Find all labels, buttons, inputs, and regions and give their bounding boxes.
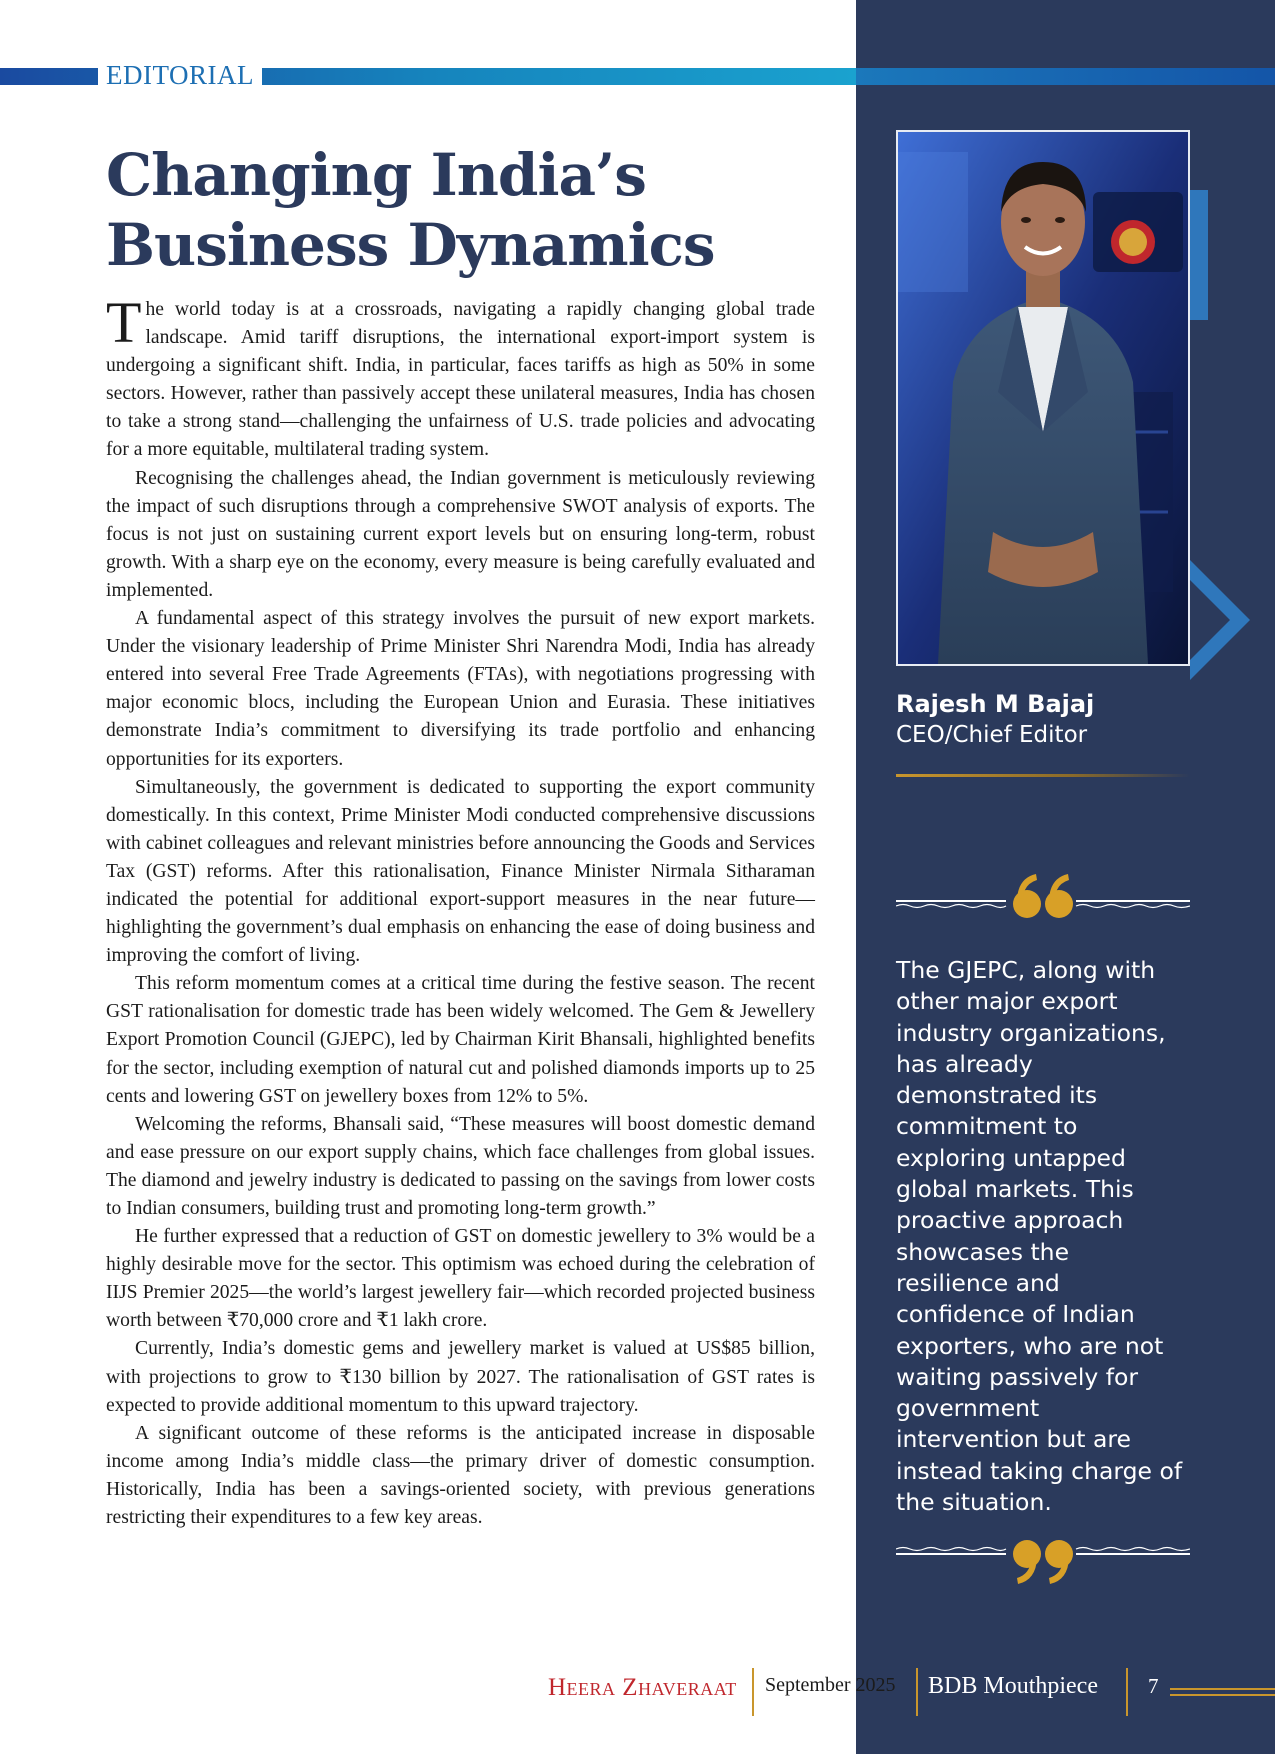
close-quote-icon: [896, 1536, 1190, 1586]
footer-publication: Heera Zhaveraat: [548, 1674, 737, 1701]
article-paragraph-7: He further expressed that a reduction of GST on domestic jewellery to 3% would be a highly desirable move for the sector. This optimism was echoed during the celebration of IIJS Premier 2025—the world’s largest jewellery fair—which recorded projected business worth between ₹70,000 crore and ₹1 lakh crore.: [106, 1226, 815, 1332]
open-quote-icon: [896, 872, 1190, 922]
title-line-1: Changing India’s: [106, 141, 646, 209]
author-photo: [896, 130, 1190, 666]
section-label: EDITORIAL: [98, 58, 262, 92]
section-bar-right: [856, 68, 1275, 85]
footer-separator: [752, 1668, 754, 1716]
pull-quote: The GJEPC, along with other major export industry organizations, has already demonstrated its commitment to exploring untapped global markets. This proactive approach showcases the resilience and confidence of Indian exporters, who are not waiting passively for government intervention but are instead taking charge of the situation.: [896, 956, 1183, 1517]
article-title: [106, 140, 826, 280]
footer-separator: [1126, 1668, 1128, 1716]
article-paragraph-6: Welcoming the reforms, Bhansali said, “These measures will boost domestic demand and ease pressure on our export supply chains, which face challenges from global issues. The diamond and jewelry industry is dedicated to passing on the savings from lower costs to Indian consumers, building trust and promoting long-term growth.”: [106, 1113, 815, 1219]
author-name: Rajesh M Bajaj: [896, 690, 1095, 718]
article-paragraph-9: A significant outcome of these reforms is the anticipated increase in disposable income among India’s middle class—the primary driver of domestic consumption. Historically, India has been a savings-oriented society, with previous generations restricting their expenditures to a few key areas.: [106, 1422, 815, 1529]
article-paragraph-8: Currently, India’s domestic gems and jewellery market is valued at US$85 billion, with projections to grow to ₹130 billion by 2027. The rationalisation of GST rates is expected to provide additional momentum to this upward trajectory.: [106, 1338, 815, 1416]
article-paragraph-5: This reform momentum comes at a critical time during the festive season. The recent GST rationalisation for domestic trade has been widely welcomed. The Gem & Jewellery Export Promotion Council (GJEPC), led by Chairman Kirit Bhansali, highlighted benefits for the sector, including exemption of natural cut and polished diamonds imports up to 25 cents and lowering GST on jewellery boxes from 12% to 5%.: [106, 973, 815, 1107]
title-line-2: Business Dynamics: [106, 211, 715, 279]
article-body: [106, 290, 815, 1532]
portrait-illustration: [898, 132, 1188, 664]
decorative-strip: [1190, 190, 1208, 320]
author-divider: [896, 774, 1190, 777]
paragraph-text: he world today is at a crossroads, navigating a rapidly changing global trade landscape. Amid tariff disruptions, the international export-import system is undergoing a significant shift. India, in particular, faces tariffs as high as 50% in some sectors. However, rather than passively accept these unilateral measures, India has chosen to take a strong stand—challenging the unfairness of U.S. trade policies and advocating for a more equitable, multilateral trading system.: [106, 299, 815, 461]
footer-decorative-lines: [1170, 1686, 1275, 1698]
footer-date: September 2025: [765, 1674, 896, 1696]
article-paragraph-1: [106, 290, 815, 465]
footer-separator: [916, 1668, 918, 1716]
article-paragraph-4: Simultaneously, the government is dedicated to supporting the export community domestically. In this context, Prime Minister Modi conducted comprehensive discussions with cabinet colleagues and relevant ministries before announcing the Goods and Services Tax (GST) reforms. After this rationalisation, Finance Minister Nirmala Sitharaman indicated the potential for additional export-support measures in the near future—highlighting the government’s dual emphasis on enhancing the ease of doing business and improving the comfort of living.: [106, 776, 815, 967]
author-role: CEO/Chief Editor: [896, 722, 1088, 748]
article-paragraph-2: Recognising the challenges ahead, the Indian government is meticulously reviewing the impact of such disruptions through a comprehensive SWOT analysis of exports. The focus is not just on sustaining current export levels but on ensuring long-term, robust growth. With a sharp eye on the economy, every measure is being carefully evaluated and implemented.: [106, 467, 815, 601]
page-footer: [0, 1668, 1275, 1718]
article-paragraph-3: A fundamental aspect of this strategy involves the pursuit of new export markets. Under the visionary leadership of Prime Minister Shri Narendra Modi, India has already entered into several Free Trade Agreements (FTAs), with negotiations progressing with major economic blocs, including the European Union and Eurasia. These initiatives demonstrate India’s commitment to diversifying its trade portfolio and enhancing opportunities for its exporters.: [106, 608, 815, 770]
footer-publication-2: BDB Mouthpiece: [928, 1673, 1098, 1699]
decorative-chevron: [1190, 560, 1250, 680]
drop-cap: T: [106, 290, 142, 355]
page-number: 7: [1148, 1674, 1159, 1698]
